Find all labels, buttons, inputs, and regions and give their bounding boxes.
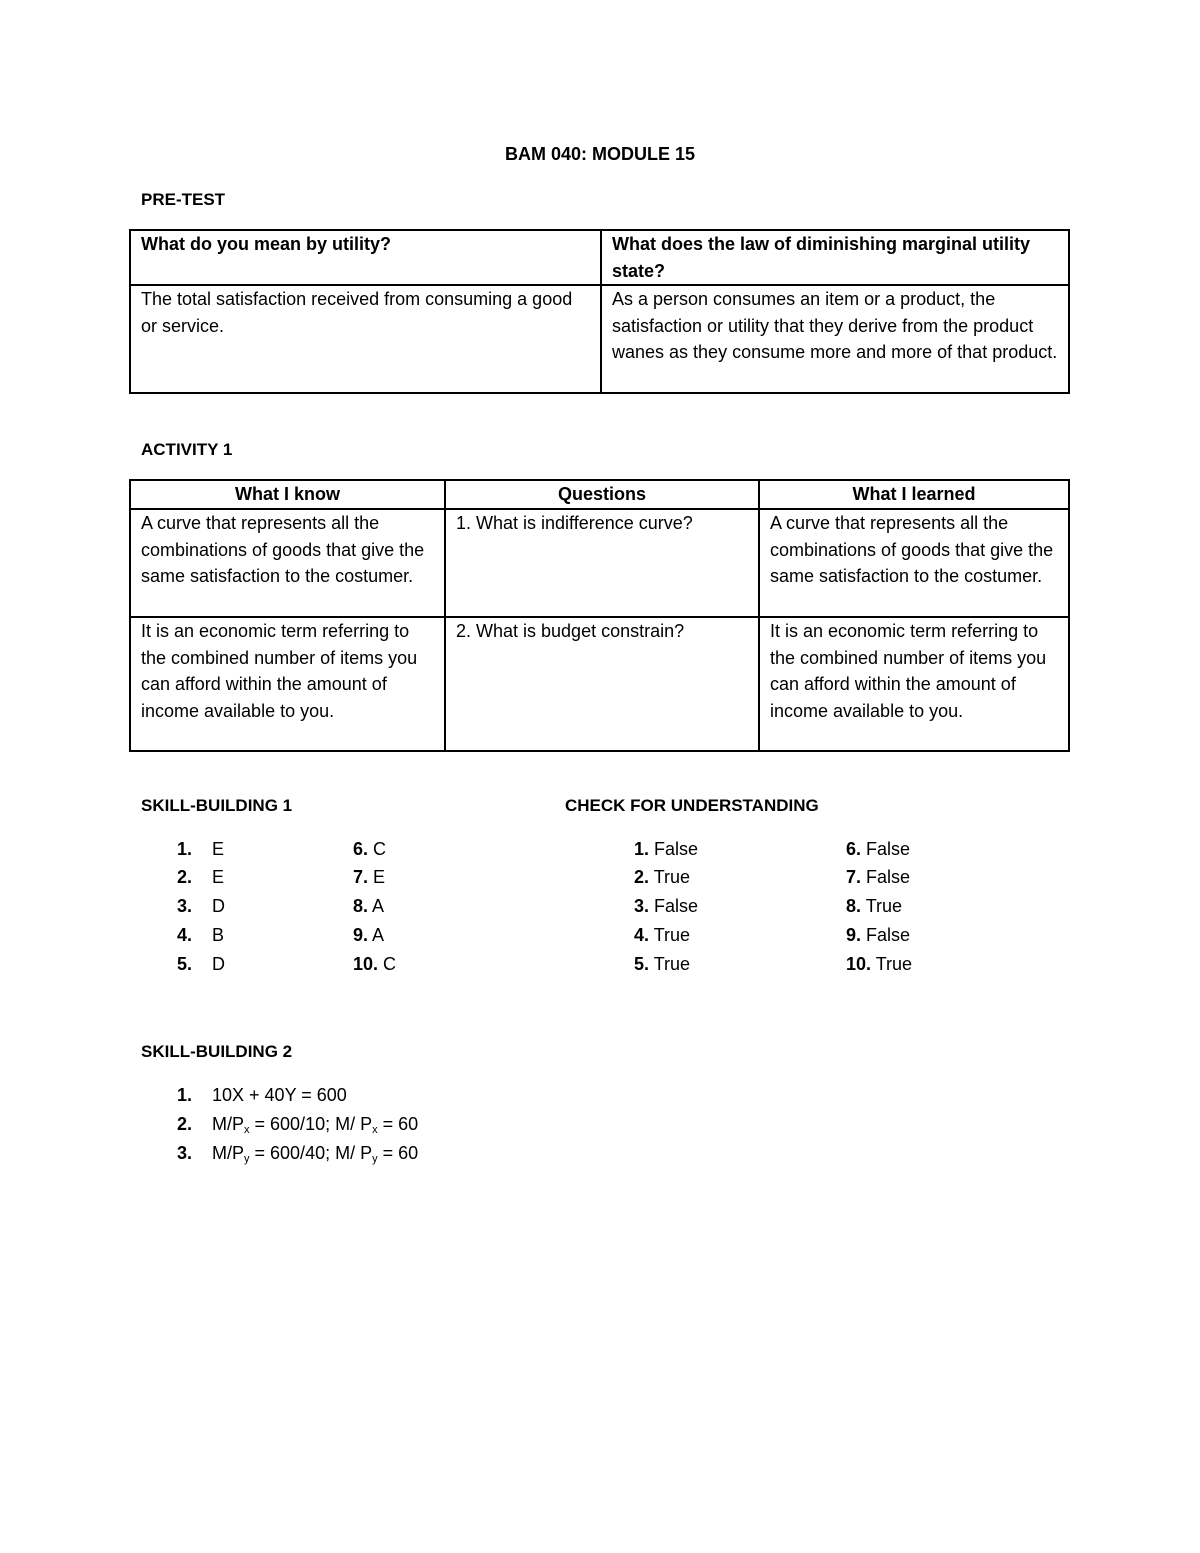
list-number: 10. (353, 954, 379, 974)
activity1-heading: ACTIVITY 1 (141, 440, 233, 459)
activity1-header-row (130, 480, 1069, 509)
list-number: 7. (846, 867, 862, 887)
list-item (160, 1143, 418, 1165)
list-answer: False (654, 839, 699, 859)
list-number: 4. (176, 925, 192, 945)
list-item (160, 954, 225, 975)
list-answer: D (212, 954, 225, 974)
list-answer: False (654, 896, 699, 916)
list-number: 5. (176, 954, 192, 974)
pretest-table (129, 229, 1070, 394)
list-number: 4. (634, 925, 650, 945)
list-number: 2. (176, 1114, 192, 1134)
list-item (846, 896, 902, 917)
activity1-header-learned: What I learned (759, 480, 1069, 509)
list-answer: True (653, 867, 691, 887)
pretest-heading: PRE-TEST (141, 190, 226, 209)
list-item (353, 896, 384, 917)
list-answer: False (866, 839, 911, 859)
list-number: 10. (846, 954, 872, 974)
list-item (634, 867, 690, 888)
list-item (353, 954, 396, 975)
skill-building-2-heading: SKILL-BUILDING 2 (141, 1042, 293, 1061)
activity1-cell: A curve that represents all the combinations of goods that give the same satisfaction to the costumer. (130, 509, 445, 617)
list-answer: E (212, 839, 225, 859)
activity1-header-questions: Questions (445, 480, 759, 509)
list-number: 1. (176, 1085, 192, 1105)
list-answer: B (212, 925, 225, 945)
pretest-header-row (130, 230, 1069, 285)
list-item (353, 925, 384, 946)
list-answer: False (866, 925, 911, 945)
list-item (634, 896, 698, 917)
list-item (846, 867, 910, 888)
pretest-question-utility: What do you mean by utility? (130, 230, 601, 285)
list-answer: True (653, 925, 691, 945)
list-item (846, 839, 910, 860)
list-item (160, 1085, 347, 1106)
pretest-question-law: What does the law of diminishing marginal utility state? (601, 230, 1069, 285)
equation-text: $M/P_y = 600/40$; M/ $P_y = 60$ (212, 1143, 419, 1165)
list-number: 1. (634, 839, 650, 859)
list-number: 2. (634, 867, 650, 887)
list-number: 6. (353, 839, 369, 859)
list-item (160, 925, 224, 946)
activity1-table (129, 479, 1070, 752)
list-number: 9. (353, 925, 369, 945)
pretest-answer-row (130, 285, 1069, 393)
equation-text: $M/P_x = 600/10$; M/ $P_x = 60$ (212, 1114, 419, 1136)
list-answer: C (373, 839, 387, 859)
document-title: BAM 040: MODULE 15 (504, 144, 696, 164)
list-item (846, 954, 912, 975)
list-number: 3. (176, 896, 192, 916)
list-answer: D (212, 896, 225, 916)
activity1-cell: A curve that represents all the combinations of goods that give the same satisfaction to the costumer. (759, 509, 1069, 617)
activity1-cell: It is an economic term referring to the combined number of items you can afford within the amount of income available to you. (759, 617, 1069, 751)
list-answer: True (865, 896, 903, 916)
activity1-cell: It is an economic term referring to the combined number of items you can afford within the amount of income available to you. (130, 617, 445, 751)
list-item (634, 839, 698, 860)
list-item (634, 925, 690, 946)
list-item (846, 925, 910, 946)
list-answer: C (383, 954, 397, 974)
list-number: 1. (176, 839, 192, 859)
list-number: 3. (176, 1143, 192, 1163)
pretest-answer-utility: The total satisfaction received from consuming a good or service. (130, 285, 601, 393)
list-answer: False (866, 867, 911, 887)
list-item (160, 1114, 418, 1136)
list-item (353, 839, 386, 860)
list-item (634, 954, 690, 975)
list-item (353, 867, 385, 888)
list-number: 8. (353, 896, 369, 916)
list-number: 7. (353, 867, 369, 887)
list-number: 6. (846, 839, 862, 859)
list-number: 9. (846, 925, 862, 945)
list-item (160, 867, 224, 888)
list-number: 2. (176, 867, 192, 887)
list-answer: True (653, 954, 691, 974)
list-answer: A (372, 896, 385, 916)
list-answer: True (875, 954, 913, 974)
table-row (130, 509, 1069, 617)
table-row (130, 617, 1069, 751)
activity1-header-know: What I know (130, 480, 445, 509)
list-number: 3. (634, 896, 650, 916)
list-number: 5. (634, 954, 650, 974)
pretest-answer-law: As a person consumes an item or a product, the satisfaction or utility that they derive from the product wanes as they consume more and more of that product. (601, 285, 1069, 393)
list-number: 8. (846, 896, 862, 916)
activity1-cell: 2. What is budget constrain? (445, 617, 759, 751)
list-item (160, 839, 224, 860)
activity1-cell: 1. What is indifference curve? (445, 509, 759, 617)
skill-building-1-heading: SKILL-BUILDING 1 (141, 796, 293, 815)
list-answer: A (372, 925, 385, 945)
list-answer: E (373, 867, 386, 887)
check-for-understanding-heading: CHECK FOR UNDERSTANDING (565, 796, 819, 815)
list-answer: E (212, 867, 225, 887)
equation-text: 10X + 40Y = 600 (212, 1085, 347, 1105)
list-item (160, 896, 225, 917)
